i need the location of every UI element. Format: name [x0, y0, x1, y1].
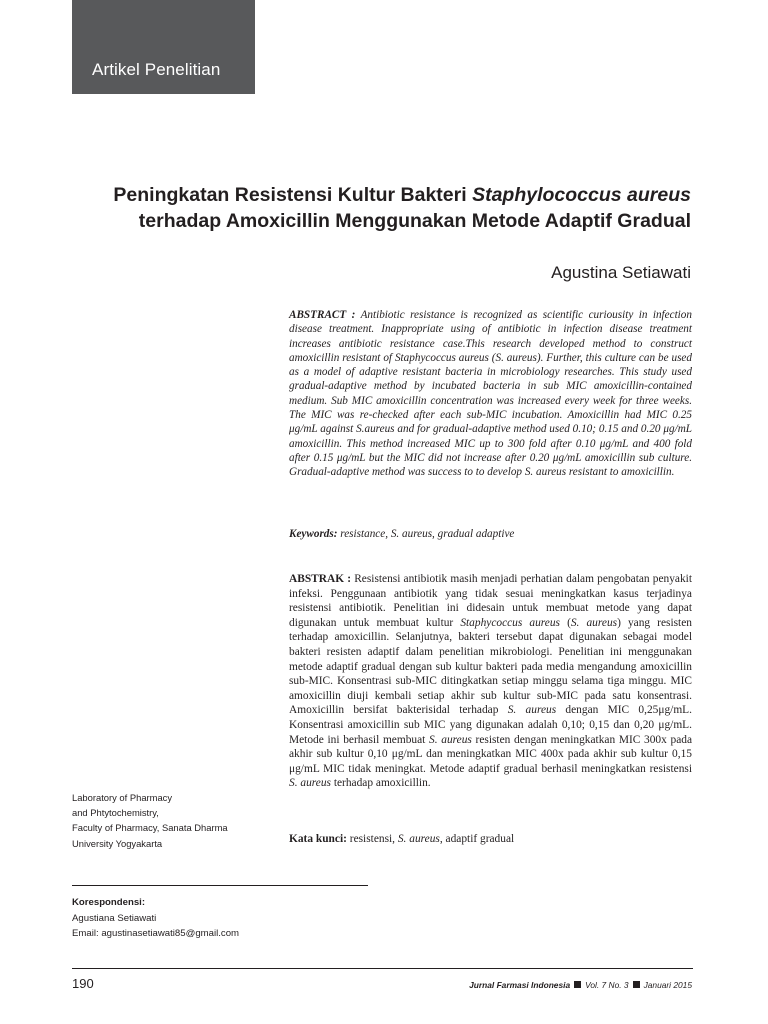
affiliation-line: and Phtytochemistry,: [72, 807, 159, 819]
abstract-id-text-1: Resistensi antibiotik masih menjadi perhatian dalam pengobatan penyakit infeksi. Penggunaan antibiotik yang tidak sesuai meningkatkan kasus terjadinya resistensi antibiotik. Penelitian ini didesain untuk membuat metode yang dapat digunakan untuk membuat kultur: [289, 573, 693, 629]
journal-name: Jurnal Farmasi Indonesia: [469, 980, 571, 990]
square-bullet-icon: [574, 981, 581, 988]
correspondence-email: Email: agustinasetiawati85@gmail.com: [72, 928, 240, 939]
abstract-indonesian-label: ABSTRAK :: [289, 573, 352, 585]
keywords-id-text-1: resistensi,: [346, 833, 398, 845]
abstract-id-italic-2: S. aureus: [570, 616, 618, 629]
abstract-english-text: Antibiotic resistance is recognized as scientific curiousity in infection disease treatment. Inappropriate using of antibiotic in infection disease treatment increases antibiotic resistance case.This research developed method to construct amoxicillin resistant of Staphycoccus aureus (S. aureus). Further, this culture can be used as a model of adaptive resistant bacteria in microbiology researches. This study used gradual-adaptive method by incubated bacteria in sub MIC amoxicillin-contained medium. Sub MIC amoxicillin concentration was increased every week for three weeks. The MIC was re-checked after each sub-MIC incubation. Amoxicillin had MIC 0.25 μg/mL against S.aureus and for gradual-adaptive method used 0.10; 0.15 and 0.20 μg/mL amoxicillin. This method increased MIC up to 300 fold after 0.10 μg/mL and 400 fold after 0.15 μg/mL but the MIC did not increase after 0.20 μg/mL amoxicillin sub culture. Gradual-adaptive method was success to to develop S. aureus resistant to amoxicillin.: [289, 309, 692, 479]
footer-divider: [72, 968, 693, 969]
abstract-id-italic-1: Staphycoccus aureus: [460, 616, 560, 629]
correspondence-heading: Korespondensi:: [72, 897, 146, 908]
affiliation-line: University Yogyakarta: [72, 837, 163, 849]
journal-footer: [469, 980, 692, 990]
square-bullet-icon: [633, 981, 640, 988]
journal-volume: Vol. 7 No. 3: [585, 980, 629, 990]
keywords-english-text: resistance, S. aureus, gradual adaptive: [340, 528, 515, 540]
abstract-id-italic-5: S. aureus: [289, 777, 331, 790]
journal-date: Januari 2015: [643, 980, 692, 990]
title-line-1-text: Peningkatan Resistensi Kultur Bakteri: [113, 184, 473, 206]
keywords-id-italic: S. aureus: [397, 833, 440, 845]
title-line-1: [51, 182, 691, 208]
page-number: 190: [72, 976, 94, 991]
abstract-english-label: ABSTRACT :: [289, 309, 356, 321]
abstract-indonesian: [289, 572, 692, 791]
correspondence-name: Agustiana Setiawati: [72, 912, 157, 924]
article-title: [51, 182, 691, 234]
section-tag: Artikel Penelitian: [92, 60, 221, 79]
correspondence-block: [72, 895, 239, 942]
abstract-id-text-2: (: [559, 616, 571, 629]
title-line-1-species: Staphylococcus aureus: [472, 184, 691, 206]
abstract-english: [289, 308, 692, 480]
author-affiliation: [72, 790, 228, 851]
keywords-indonesian: [289, 833, 514, 845]
abstract-id-text-5: resisten dengan meningkatkan MIC 300x pada akhir sub kultur 0,10 μg/mL dan meningkatkan MIC 400x pada akhir sub kultur 0,15 μg/mL MIC tidak meningkat. Metode adaptif gradual berhasil meningkatkan resistensi: [289, 733, 693, 775]
correspondence-divider: [72, 885, 368, 886]
keywords-english-label: Keywords:: [289, 528, 338, 540]
keywords-indonesian-label: Kata kunci:: [289, 833, 347, 845]
keywords-id-text-2: , adaptif gradual: [439, 833, 515, 845]
title-line-2: terhadap Amoxicillin Menggunakan Metode Adaptif Gradual: [138, 210, 691, 232]
affiliation-line: Laboratory of Pharmacy: [72, 792, 173, 803]
abstract-id-italic-3: S. aureus: [507, 704, 557, 717]
abstract-id-text-3: ) yang resisten terhadap amoxicillin. Selanjutnya, bakteri tersebut dapat digunakan sebagai model bakteri resisten adaptif dalam penelitian mikrobiologi. Penelitian ini menggunakan metode adaptif gradual dengan sub kultur bakteri pada media mengandung amoxicillin sub-MIC. Konsentrasi sub-MIC ditingkatkan setiap minggu selama tiga minggu. MIC amoxicillin diuji kembali setiap akhir sub kultur sub-MIC pada satu konsentrasi. Amoxicillin bersifat bakterisidal terhadap: [289, 616, 692, 717]
affiliation-line: Faculty of Pharmacy, Sanata Dharma: [72, 822, 228, 834]
author-name: Agustina Setiawati: [551, 263, 691, 282]
abstract-id-italic-4: S. aureus: [429, 733, 472, 746]
abstract-id-text-4: dengan MIC 0,25μg/mL. Konsentrasi amoxicillin sub MIC yang digunakan adalah 0,10; 0,15 dan 0,20 μg/mL. Metode ini berhasil membuat: [289, 704, 692, 746]
abstract-id-text-6: terhadap amoxicillin.: [330, 777, 431, 790]
keywords-english: [289, 528, 514, 540]
